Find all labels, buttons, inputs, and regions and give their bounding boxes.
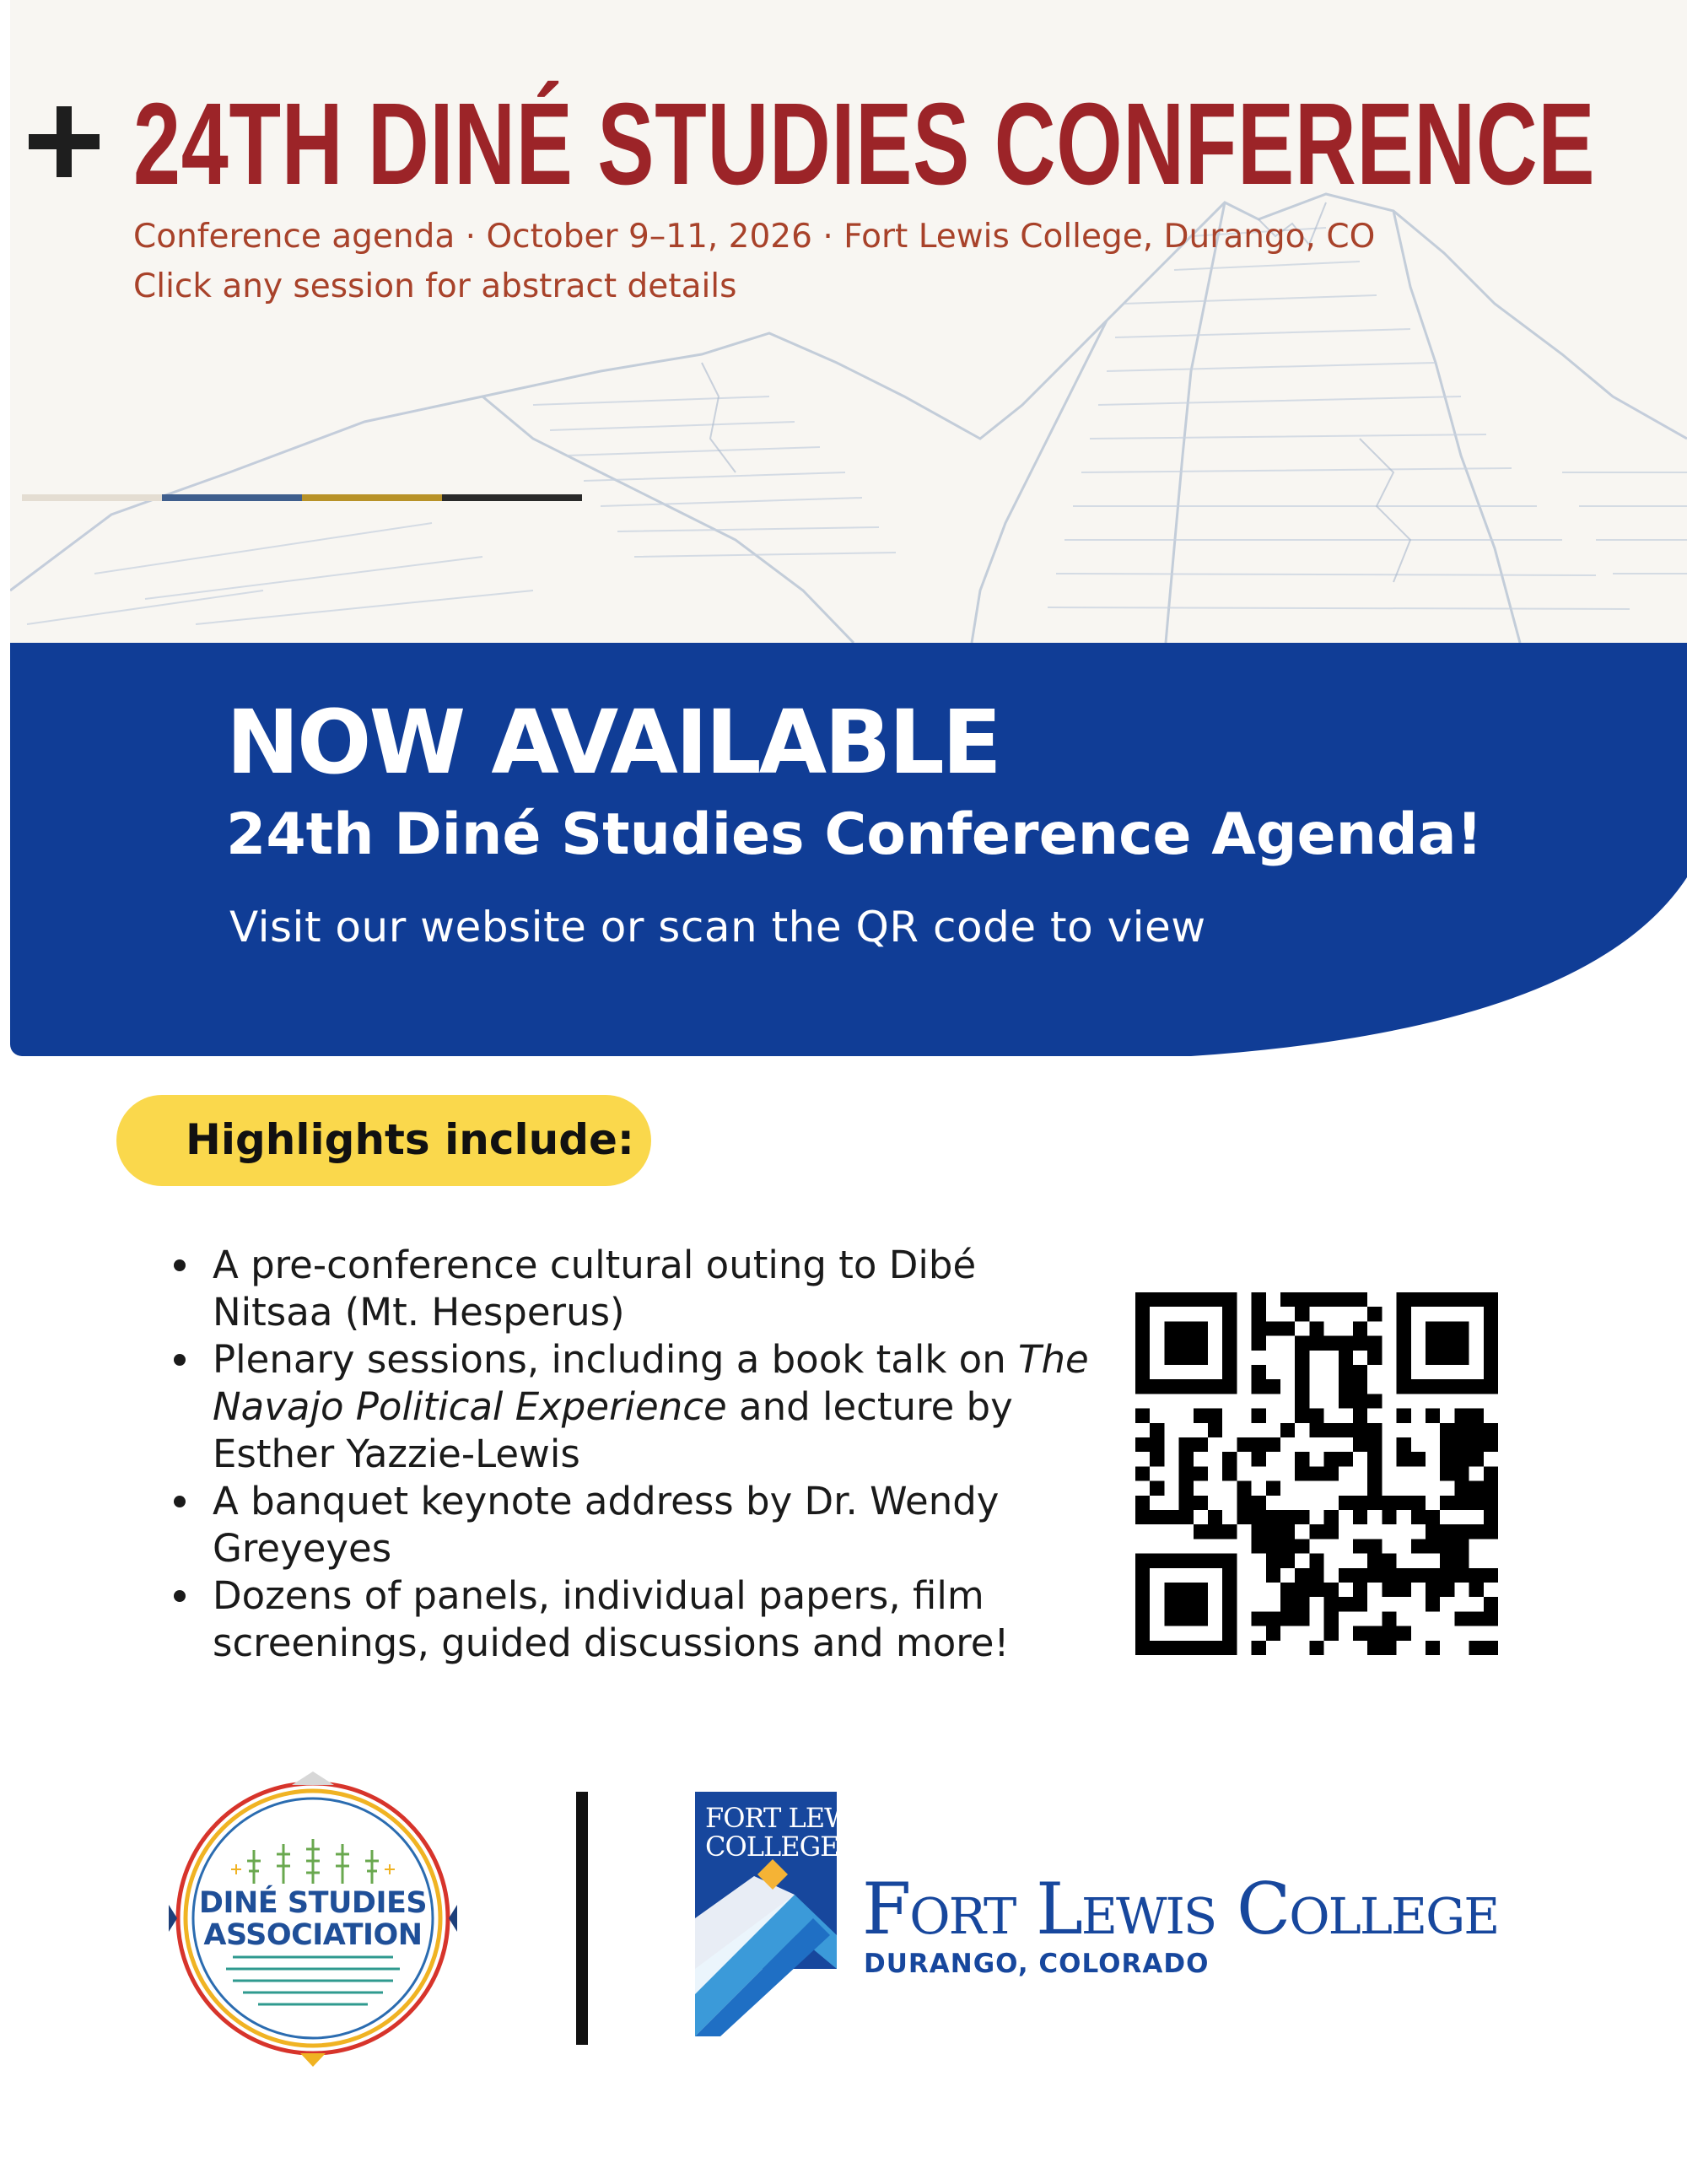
- qr-module: [1469, 1583, 1484, 1597]
- qr-module: [1367, 1452, 1382, 1466]
- qr-module: [1454, 1466, 1469, 1480]
- qr-module: [1339, 1394, 1353, 1408]
- qr-module: [1164, 1510, 1178, 1524]
- dsa-name-line2: ASSOCIATION: [203, 1918, 423, 1952]
- qr-module: [1237, 1496, 1251, 1510]
- qr-module: [1135, 1437, 1150, 1452]
- qr-module: [1469, 1437, 1484, 1452]
- qr-module: [1194, 1409, 1208, 1423]
- qr-module: [1295, 1510, 1309, 1524]
- website-cta[interactable]: Visit our website or scan the QR code to view: [229, 903, 1206, 952]
- qr-finder-pattern: [1164, 1321, 1208, 1365]
- qr-module: [1382, 1510, 1396, 1524]
- qr-module: [1353, 1379, 1367, 1394]
- qr-module: [1150, 1423, 1164, 1437]
- qr-module: [1339, 1452, 1353, 1466]
- qr-module: [1280, 1510, 1295, 1524]
- qr-module: [1367, 1351, 1382, 1365]
- qr-module: [1252, 1510, 1266, 1524]
- qr-module: [1484, 1611, 1498, 1626]
- qr-module: [1266, 1626, 1280, 1641]
- qr-module: [1440, 1524, 1454, 1539]
- qr-module: [1252, 1539, 1266, 1553]
- qr-module: [1135, 1496, 1150, 1510]
- qr-module: [1252, 1452, 1266, 1466]
- qr-module: [1309, 1583, 1323, 1597]
- qr-module: [1367, 1539, 1382, 1553]
- qr-module: [1353, 1626, 1367, 1641]
- qr-module: [1339, 1379, 1353, 1394]
- qr-module: [1252, 1409, 1266, 1423]
- qr-module: [1484, 1568, 1498, 1583]
- qr-module: [1295, 1379, 1309, 1394]
- qr-module: [1454, 1611, 1469, 1626]
- qr-module: [1309, 1292, 1323, 1307]
- qr-module: [1266, 1437, 1280, 1452]
- qr-module: [1469, 1409, 1484, 1423]
- qr-module: [1353, 1321, 1367, 1335]
- qr-module: [1367, 1423, 1382, 1437]
- qr-module: [1454, 1452, 1469, 1466]
- color-stripe-segment: [162, 494, 302, 501]
- qr-module: [1295, 1452, 1309, 1466]
- qr-module: [1280, 1539, 1295, 1553]
- qr-module: [1353, 1496, 1367, 1510]
- qr-module: [1484, 1641, 1498, 1655]
- qr-module: [1469, 1496, 1484, 1510]
- qr-module: [1353, 1394, 1367, 1408]
- qr-module: [1309, 1466, 1323, 1480]
- emblem-text-line2: COLLEGE: [705, 1831, 839, 1863]
- list-item-text-end: and lecture by Esther Yazzie-Lewis: [213, 1384, 1013, 1476]
- qr-module: [1397, 1437, 1411, 1452]
- agenda-dates-line: Conference agenda · October 9–11, 2026 · Fort Lewis College, Durango, CO: [133, 218, 1376, 256]
- list-item-text: A banquet keynote address by Dr. Wendy Greyeyes: [213, 1479, 1000, 1571]
- qr-module: [1382, 1554, 1396, 1568]
- qr-module: [1367, 1394, 1382, 1408]
- qr-module: [1339, 1496, 1353, 1510]
- qr-module: [1135, 1466, 1150, 1480]
- qr-module: [1295, 1394, 1309, 1408]
- qr-module: [1237, 1510, 1251, 1524]
- conference-title: 24TH DINÉ STUDIES CONFERENCE: [133, 79, 1596, 209]
- qr-module: [1484, 1496, 1498, 1510]
- qr-module: [1252, 1437, 1266, 1452]
- qr-module: [1150, 1481, 1164, 1496]
- qr-module: [1353, 1336, 1367, 1351]
- qr-module: [1454, 1423, 1469, 1437]
- qr-module: [1397, 1409, 1411, 1423]
- qr-module: [1440, 1539, 1454, 1553]
- qr-module: [1397, 1452, 1411, 1466]
- qr-module: [1222, 1466, 1237, 1480]
- qr-module: [1135, 1510, 1150, 1524]
- qr-module: [1280, 1597, 1295, 1611]
- qr-module: [1469, 1524, 1484, 1539]
- qr-module: [1252, 1307, 1266, 1321]
- qr-module: [1179, 1466, 1194, 1480]
- qr-module: [1266, 1321, 1280, 1335]
- qr-module: [1426, 1524, 1440, 1539]
- qr-module: [1295, 1351, 1309, 1365]
- qr-module: [1324, 1452, 1339, 1466]
- qr-module: [1411, 1510, 1426, 1524]
- fort-lewis-college-wordmark: Fort Lewis College: [862, 1868, 1499, 1950]
- qr-module: [1295, 1611, 1309, 1626]
- qr-module: [1454, 1524, 1469, 1539]
- qr-module: [1367, 1336, 1382, 1351]
- fort-lewis-college-location: DURANGO, COLORADO: [864, 1949, 1210, 1979]
- qr-module: [1426, 1539, 1440, 1553]
- qr-module: [1339, 1292, 1353, 1307]
- qr-module: [1266, 1379, 1280, 1394]
- fort-lewis-college-emblem: [695, 1792, 879, 2036]
- qr-module: [1469, 1423, 1484, 1437]
- qr-module: [1353, 1423, 1367, 1437]
- qr-module: [1426, 1510, 1440, 1524]
- qr-module: [1353, 1597, 1367, 1611]
- qr-module: [1252, 1379, 1266, 1394]
- qr-module: [1324, 1510, 1339, 1524]
- list-item: [169, 1572, 1097, 1667]
- qr-module: [1367, 1641, 1382, 1655]
- qr-module: [1440, 1423, 1454, 1437]
- bullet-icon: [174, 1590, 186, 1602]
- qr-module: [1295, 1336, 1309, 1351]
- qr-module: [1280, 1583, 1295, 1597]
- color-stripe-segment: [22, 494, 162, 501]
- qr-module: [1440, 1496, 1454, 1510]
- dsa-name-line1: DINÉ STUDIES: [198, 1886, 428, 1920]
- qr-module: [1194, 1496, 1208, 1510]
- qr-module: [1324, 1611, 1339, 1626]
- qr-module: [1397, 1568, 1411, 1583]
- qr-module: [1382, 1611, 1396, 1626]
- qr-module: [1454, 1568, 1469, 1583]
- qr-module: [1339, 1336, 1353, 1351]
- qr-module: [1295, 1292, 1309, 1307]
- qr-module: [1411, 1568, 1426, 1583]
- qr-module: [1484, 1437, 1498, 1452]
- qr-module: [1309, 1554, 1323, 1568]
- qr-module: [1382, 1568, 1396, 1583]
- qr-code[interactable]: [1135, 1292, 1498, 1655]
- now-available-headline: NOW AVAILABLE: [226, 691, 1000, 794]
- qr-module: [1252, 1641, 1266, 1655]
- qr-module: [1440, 1466, 1454, 1480]
- qr-module: [1339, 1597, 1353, 1611]
- qr-module: [1397, 1496, 1411, 1510]
- qr-module: [1426, 1583, 1440, 1597]
- agenda-subheadline: 24th Diné Studies Conference Agenda!: [226, 801, 1483, 868]
- qr-module: [1150, 1437, 1164, 1452]
- qr-module: [1339, 1423, 1353, 1437]
- list-item: [169, 1478, 1097, 1572]
- qr-module: [1252, 1611, 1266, 1626]
- qr-module: [1367, 1307, 1382, 1321]
- bullet-icon: [174, 1496, 186, 1507]
- qr-module: [1426, 1568, 1440, 1583]
- qr-module: [1353, 1510, 1367, 1524]
- qr-module: [1426, 1597, 1440, 1611]
- qr-module: [1309, 1409, 1323, 1423]
- qr-module: [1469, 1611, 1484, 1626]
- qr-module: [1266, 1524, 1280, 1539]
- qr-module: [1309, 1321, 1323, 1335]
- qr-module: [1208, 1423, 1222, 1437]
- qr-module: [1484, 1466, 1498, 1480]
- list-item: [169, 1336, 1097, 1478]
- bullet-icon: [174, 1354, 186, 1366]
- qr-module: [1484, 1510, 1498, 1524]
- highlights-label: Highlights include:: [186, 1115, 634, 1164]
- qr-module: [1382, 1641, 1396, 1655]
- qr-module: [1353, 1539, 1367, 1553]
- qr-module: [1309, 1568, 1323, 1583]
- qr-module: [1411, 1452, 1426, 1466]
- list-item-text: A pre-conference cultural outing to Dibé Nitsaa (Mt. Hesperus): [213, 1243, 977, 1335]
- qr-module: [1252, 1292, 1266, 1307]
- qr-module: [1280, 1524, 1295, 1539]
- qr-module: [1324, 1583, 1339, 1597]
- qr-module: [1367, 1437, 1382, 1452]
- session-details-hint[interactable]: Click any session for abstract details: [133, 267, 737, 305]
- qr-module: [1252, 1524, 1266, 1539]
- qr-module: [1150, 1510, 1164, 1524]
- qr-module: [1295, 1539, 1309, 1553]
- qr-module: [1280, 1611, 1295, 1626]
- qr-module: [1454, 1554, 1469, 1568]
- qr-module: [1237, 1437, 1251, 1452]
- qr-module: [1367, 1496, 1382, 1510]
- qr-module: [1194, 1466, 1208, 1480]
- list-item-text-start: Plenary sessions, including a book talk on: [213, 1337, 1019, 1382]
- highlights-pill: [116, 1095, 651, 1186]
- qr-module: [1324, 1597, 1339, 1611]
- qr-module: [1324, 1524, 1339, 1539]
- qr-module: [1295, 1583, 1309, 1597]
- qr-module: [1295, 1365, 1309, 1379]
- qr-module: [1484, 1524, 1498, 1539]
- qr-module: [1426, 1409, 1440, 1423]
- qr-module: [1280, 1292, 1295, 1307]
- qr-module: [1194, 1524, 1208, 1539]
- qr-module: [1179, 1496, 1194, 1510]
- qr-module: [1411, 1539, 1426, 1553]
- qr-module: [1208, 1409, 1222, 1423]
- qr-module: [1266, 1568, 1280, 1583]
- qr-module: [1382, 1626, 1396, 1641]
- qr-module: [1150, 1452, 1164, 1466]
- qr-module: [1397, 1626, 1411, 1641]
- qr-module: [1411, 1496, 1426, 1510]
- qr-finder-pattern: [1164, 1583, 1208, 1626]
- qr-module: [1469, 1452, 1484, 1466]
- qr-module: [1266, 1611, 1280, 1626]
- qr-module: [1367, 1626, 1382, 1641]
- qr-module: [1454, 1496, 1469, 1510]
- qr-module: [1324, 1466, 1339, 1480]
- qr-module: [1194, 1437, 1208, 1452]
- qr-module: [1179, 1452, 1194, 1466]
- highlights-list: [169, 1242, 1097, 1667]
- qr-module: [1324, 1626, 1339, 1641]
- qr-module: [1309, 1336, 1323, 1351]
- plus-icon: [29, 106, 100, 177]
- qr-module: [1382, 1496, 1396, 1510]
- qr-module: [1339, 1365, 1353, 1379]
- qr-module: [1280, 1554, 1295, 1568]
- list-item-text: Dozens of panels, individual papers, film screenings, guided discussions and more!: [213, 1573, 1010, 1665]
- qr-module: [1367, 1568, 1382, 1583]
- qr-module: [1266, 1510, 1280, 1524]
- qr-module: [1179, 1481, 1194, 1496]
- qr-module: [1440, 1452, 1454, 1466]
- book-title: The Navajo Political Experience: [213, 1337, 1089, 1429]
- qr-module: [1469, 1481, 1484, 1496]
- qr-module: [1484, 1423, 1498, 1437]
- qr-module: [1484, 1597, 1498, 1611]
- qr-module: [1324, 1423, 1339, 1437]
- qr-module: [1266, 1481, 1280, 1496]
- qr-module: [1266, 1539, 1280, 1553]
- qr-module: [1208, 1510, 1222, 1524]
- qr-module: [1440, 1437, 1454, 1452]
- qr-module: [1252, 1496, 1266, 1510]
- qr-module: [1353, 1409, 1367, 1423]
- qr-module: [1454, 1437, 1469, 1452]
- qr-module: [1382, 1583, 1396, 1597]
- dine-studies-association-logo: [165, 1770, 461, 2070]
- qr-module: [1295, 1307, 1309, 1321]
- emblem-text-line1: FORT LEWIS: [705, 1802, 879, 1834]
- color-stripe-segment: [302, 494, 442, 501]
- qr-module: [1295, 1466, 1309, 1480]
- qr-module: [1440, 1554, 1454, 1568]
- qr-module: [1179, 1437, 1194, 1452]
- color-stripe-segment: [442, 494, 582, 501]
- qr-module: [1295, 1568, 1309, 1583]
- qr-module: [1309, 1524, 1323, 1539]
- qr-module: [1353, 1568, 1367, 1583]
- qr-module: [1309, 1641, 1323, 1655]
- qr-module: [1222, 1452, 1237, 1466]
- qr-module: [1252, 1321, 1266, 1335]
- qr-module: [1367, 1466, 1382, 1480]
- qr-module: [1339, 1351, 1353, 1365]
- qr-module: [1339, 1568, 1353, 1583]
- qr-module: [1469, 1641, 1484, 1655]
- qr-module: [1440, 1568, 1454, 1583]
- qr-module: [1367, 1554, 1382, 1568]
- qr-module: [1324, 1336, 1339, 1351]
- logo-divider: [576, 1792, 588, 2045]
- qr-module: [1252, 1336, 1266, 1351]
- qr-module: [1440, 1583, 1454, 1597]
- qr-module: [1295, 1409, 1309, 1423]
- qr-module: [1353, 1292, 1367, 1307]
- qr-module: [1237, 1481, 1251, 1496]
- qr-module: [1295, 1597, 1309, 1611]
- qr-module: [1426, 1641, 1440, 1655]
- bullet-icon: [174, 1259, 186, 1271]
- list-item: [169, 1242, 1097, 1336]
- qr-module: [1454, 1409, 1469, 1423]
- header-band: [10, 0, 1687, 643]
- qr-module: [1454, 1539, 1469, 1553]
- qr-module: [1280, 1321, 1295, 1335]
- qr-module: [1353, 1583, 1367, 1597]
- qr-module: [1484, 1481, 1498, 1496]
- qr-module: [1469, 1568, 1484, 1583]
- qr-module: [1208, 1524, 1222, 1539]
- qr-module: [1266, 1554, 1280, 1568]
- qr-module: [1353, 1437, 1367, 1452]
- qr-module: [1135, 1409, 1150, 1423]
- qr-module: [1353, 1365, 1367, 1379]
- qr-module: [1179, 1510, 1194, 1524]
- qr-module: [1367, 1481, 1382, 1496]
- qr-module: [1280, 1423, 1295, 1437]
- qr-module: [1397, 1583, 1411, 1597]
- qr-module: [1309, 1423, 1323, 1437]
- banner-curve-corner: [1191, 877, 1687, 1071]
- qr-module: [1252, 1365, 1266, 1379]
- qr-module: [1454, 1481, 1469, 1496]
- qr-module: [1324, 1292, 1339, 1307]
- qr-finder-pattern: [1426, 1321, 1469, 1365]
- qr-module: [1222, 1524, 1237, 1539]
